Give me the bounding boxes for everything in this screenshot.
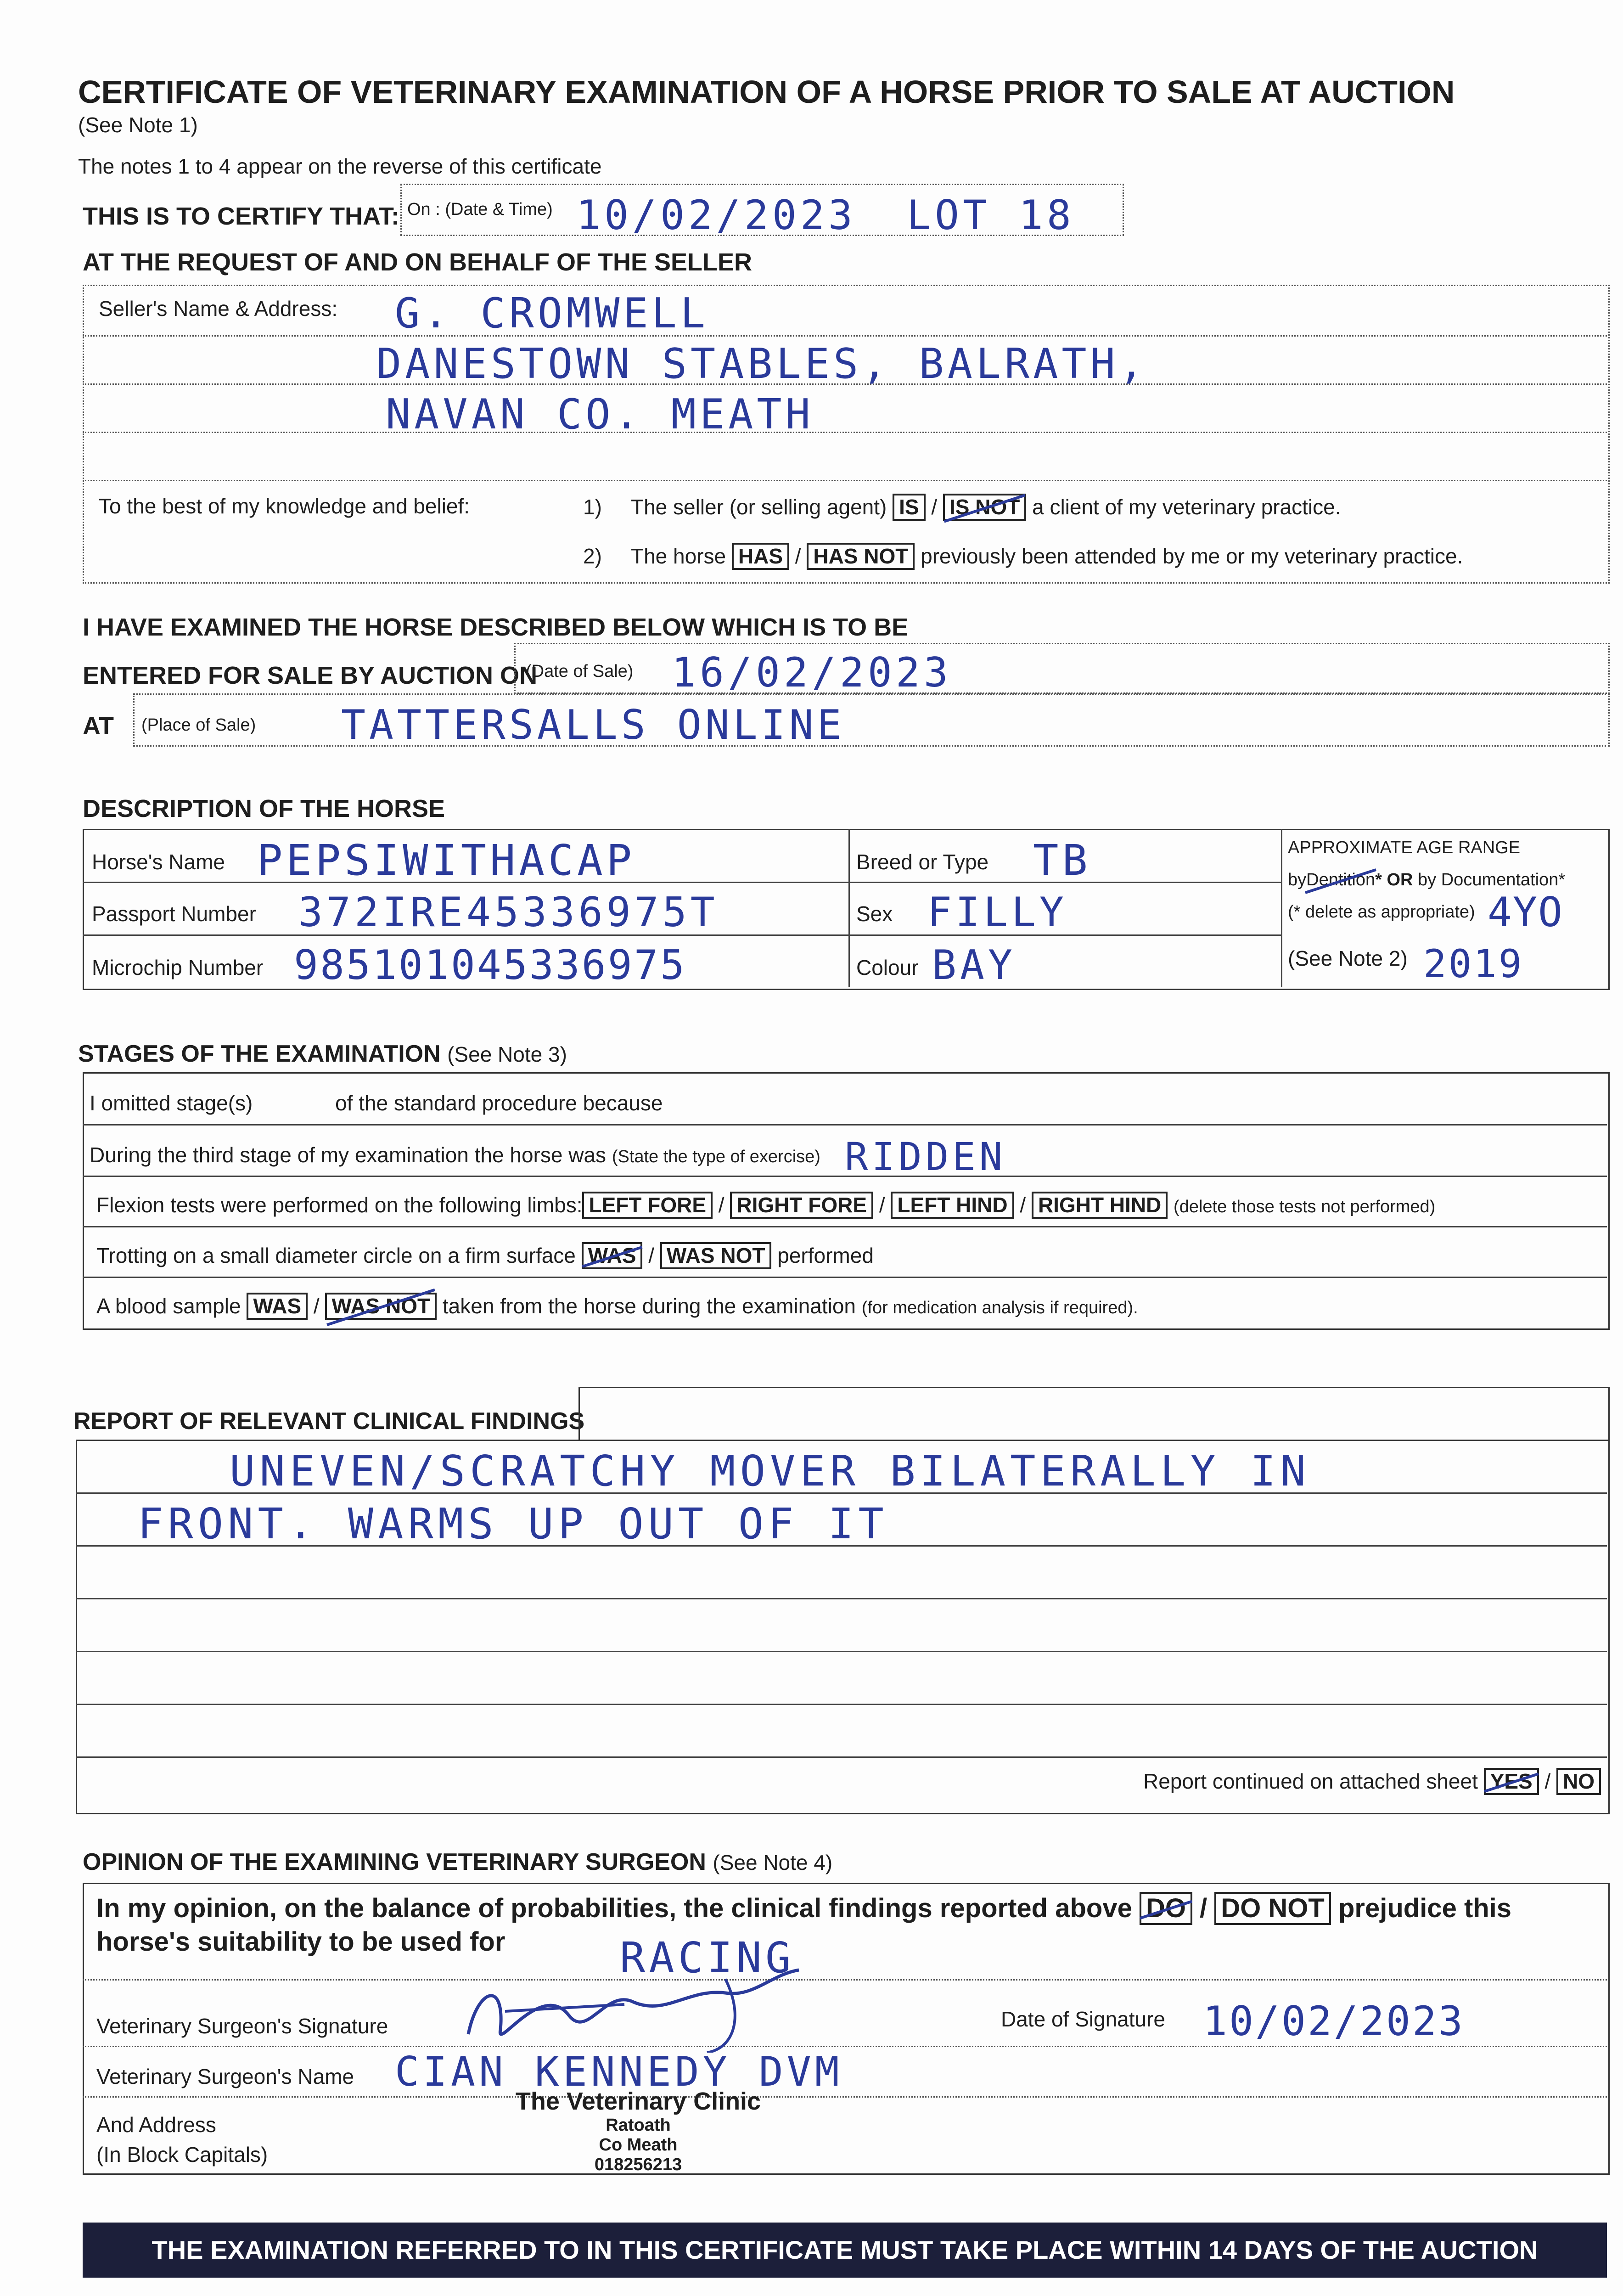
birth-year-value[interactable]: 2019 (1423, 941, 1524, 986)
exam-date-value: 10/02/2023 (576, 191, 856, 239)
right-fore-box[interactable]: RIGHT FORE (730, 1192, 873, 1219)
notes-line: The notes 1 to 4 appear on the reverse of this certificate (78, 154, 602, 178)
has-box[interactable]: HAS (732, 543, 789, 570)
signature-scribble (450, 1961, 826, 2053)
surgeon-name-value[interactable]: CIAN KENNEDY DVM (395, 2048, 843, 2095)
examined-label: I HAVE EXAMINED THE HORSE DESCRIBED BELOW WHICH IS TO BE (83, 613, 909, 641)
date-of-sale-label: (Date of Sale) (526, 662, 634, 681)
horse-name-value[interactable]: PEPSIWITHACAP (257, 836, 636, 885)
attended-statement: 2) The horse HAS / HAS NOT previously been attended by me or my veterinary practice. (583, 543, 1463, 570)
sale-place-field[interactable] (133, 693, 1610, 747)
microchip-value[interactable]: 985101045336975 (294, 941, 686, 989)
is-not-box[interactable]: IS NOT (943, 494, 1026, 521)
report-line-1[interactable]: UNEVEN/SCRATCHY MOVER BILATERALLY IN (230, 1446, 1310, 1496)
do-box[interactable]: DO (1140, 1892, 1192, 1925)
seller-box (83, 285, 1610, 584)
at-label: AT (83, 712, 114, 740)
sale-place-value: TATTERSALLS ONLINE (341, 701, 845, 748)
microchip-label: Microchip Number (92, 956, 264, 979)
stages-heading: STAGES OF THE EXAMINATION (See Note 3) (78, 1041, 567, 1067)
stamp-line-2: Co Meath (599, 2135, 678, 2155)
report-line-2[interactable]: FRONT. WARMS UP OUT OF IT (138, 1499, 888, 1548)
date-time-field[interactable] (400, 184, 1124, 239)
trot-row: Trotting on a small diameter circle on a firm surface WAS / WAS NOT performed (96, 1242, 874, 1269)
passport-label: Passport Number (92, 902, 256, 926)
horse-name-label: Horse's Name (92, 850, 225, 874)
sale-date-value: 16/02/2023 (672, 649, 952, 696)
address-label: And Address (96, 2113, 216, 2137)
footer-banner: THE EXAMINATION REFERRED TO IN THIS CERTIFICATE MUST TAKE PLACE WITHIN 14 DAYS OF THE AUCTION (83, 2223, 1607, 2278)
lot-value: LOT 18 (907, 191, 1075, 239)
trot-was-not-box[interactable]: WAS NOT (660, 1242, 772, 1269)
date-signature-label: Date of Signature (1001, 2007, 1166, 2031)
continued-no-box[interactable]: NO (1556, 1768, 1601, 1795)
block-capitals-label: (In Block Capitals) (96, 2143, 268, 2167)
stamp-line-1: Ratoath (606, 2116, 671, 2135)
sex-value[interactable]: FILLY (927, 889, 1067, 936)
trot-was-box[interactable]: WAS (582, 1242, 643, 1269)
blood-row: A blood sample WAS / WAS NOT taken from the horse during the examination (for medication analysis if required). (96, 1293, 1138, 1320)
age-title: APPROXIMATE AGE RANGE (1288, 838, 1521, 857)
seller-address-line-1[interactable]: DANESTOWN STABLES, BALRATH, (376, 340, 1147, 388)
omitted-label-a: I omitted stage(s) (90, 1091, 253, 1115)
left-fore-box[interactable]: LEFT FORE (582, 1192, 713, 1219)
client-statement: 1) The seller (or selling agent) IS / IS NOT a client of my veterinary practice. (583, 494, 1341, 521)
surgeon-name-label: Veterinary Surgeon's Name (96, 2065, 354, 2088)
blood-was-not-box[interactable]: WAS NOT (325, 1293, 437, 1320)
opinion-statement: In my opinion, on the balance of probabilities, the clinical findings reported above DO / DO NOT prejudice this (96, 1892, 1511, 1925)
breed-label: Breed or Type (856, 850, 989, 874)
on-label: On : (Date & Time) (407, 200, 553, 219)
colour-value[interactable]: BAY (932, 941, 1016, 989)
passport-value[interactable]: 372IRE45336975T (298, 889, 719, 936)
certify-label: THIS IS TO CERTIFY THAT: (83, 203, 400, 230)
seller-address-line-2[interactable]: NAVAN CO. MEATH (386, 390, 814, 439)
is-box[interactable]: IS (893, 494, 925, 521)
breed-value[interactable]: TB (1033, 836, 1091, 885)
flexion-row: Flexion tests were performed on the following limbs: LEFT FORE / RIGHT FORE / LEFT HIND / RIGHT HIND (delete those tests not performed) (96, 1192, 1435, 1219)
sale-date-field[interactable] (514, 643, 1610, 694)
see-note-2: (See Note 2) (1288, 946, 1408, 970)
description-heading: DESCRIPTION OF THE HORSE (83, 795, 445, 822)
third-stage-value[interactable]: RIDDEN (845, 1134, 1006, 1179)
request-label: AT THE REQUEST OF AND ON BEHALF OF THE SELLER (83, 248, 752, 276)
third-stage-label: During the third stage of my examination the horse was (State the type of exercise) (90, 1143, 820, 1167)
report-continued-row: Report continued on attached sheet YES / NO (1143, 1768, 1601, 1795)
stamp-line-3: 018256213 (594, 2155, 682, 2174)
clinic-stamp (468, 2087, 808, 2175)
report-heading: REPORT OF RELEVANT CLINICAL FINDINGS (73, 1408, 585, 1435)
age-method: byDentition* OR by Documentation* (1288, 870, 1566, 889)
opinion-statement-2: horse's suitability to be used for (96, 1927, 505, 1957)
continued-yes-box[interactable]: YES (1484, 1768, 1539, 1795)
documentation-option[interactable]: by Documentation* (1418, 870, 1566, 889)
report-box (76, 1440, 1610, 1814)
age-value[interactable]: 4YO (1488, 889, 1563, 936)
knowledge-label: To the best of my knowledge and belief: (99, 494, 470, 518)
see-note-1: (See Note 1) (78, 113, 198, 137)
age-delete-note: (* delete as appropriate) (1288, 902, 1475, 922)
intended-use-value[interactable]: RACING (620, 1933, 795, 1982)
blood-was-box[interactable]: WAS (247, 1293, 308, 1320)
date-signature-value[interactable]: 10/02/2023 (1203, 1998, 1465, 2045)
left-hind-box[interactable]: LEFT HIND (891, 1192, 1014, 1219)
right-hind-box[interactable]: RIGHT HIND (1032, 1192, 1168, 1219)
has-not-box[interactable]: HAS NOT (807, 543, 915, 570)
place-of-sale-label: (Place of Sale) (141, 715, 256, 735)
dentition-option[interactable]: Dentition (1306, 870, 1376, 889)
entered-label: ENTERED FOR SALE BY AUCTION ON (83, 662, 538, 689)
omitted-label-b: of the standard procedure because (335, 1091, 663, 1115)
stamp-clinic-name: The Veterinary Clinic (515, 2088, 761, 2115)
seller-label: Seller's Name & Address: (99, 297, 338, 321)
certificate-title: CERTIFICATE OF VETERINARY EXAMINATION OF A HORSE PRIOR TO SALE AT AUCTION (78, 74, 1455, 110)
sex-label: Sex (856, 902, 893, 926)
do-not-box[interactable]: DO NOT (1214, 1892, 1331, 1925)
colour-label: Colour (856, 956, 919, 979)
opinion-heading: OPINION OF THE EXAMINING VETERINARY SURGEON (See Note 4) (83, 1849, 833, 1875)
seller-name[interactable]: G. CROMWELL (395, 289, 709, 338)
signature-label: Veterinary Surgeon's Signature (96, 2014, 388, 2038)
